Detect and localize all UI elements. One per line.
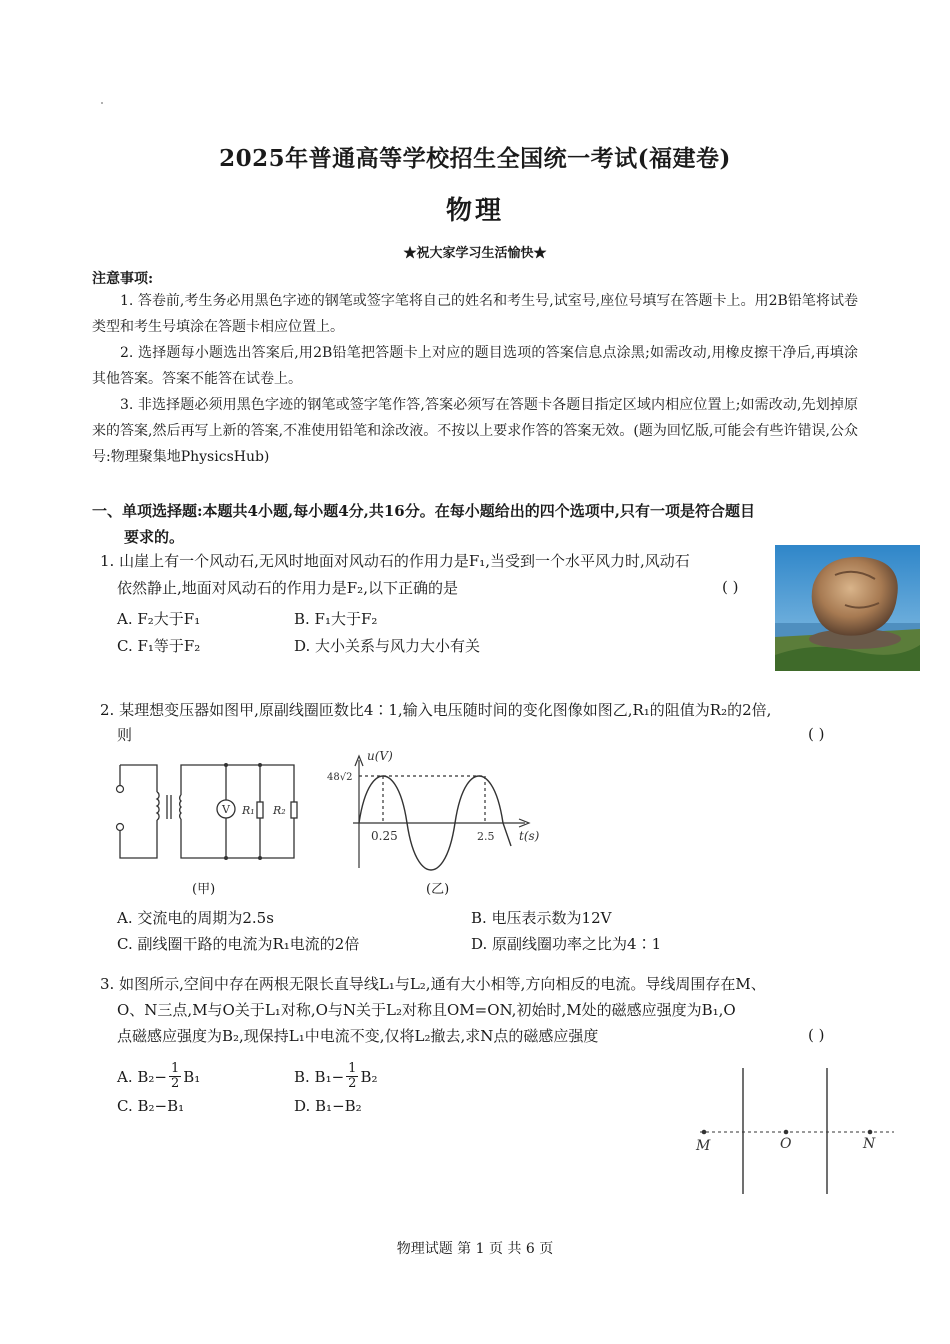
wind-rock-photo	[775, 545, 920, 671]
subject-title: 物理	[445, 196, 504, 226]
q3-option-c: C. B₂−B₁	[117, 1097, 185, 1115]
notice-item-2: 2. 选择题每小题选出答案后,用2B铅笔把答题卡上对应的题目选项的答案信息点涂黑;如需改动,用橡皮擦干净后,再填涂其他答案。答案不能答在试卷上。	[92, 345, 858, 387]
q3-line3: 点磁感应强度为B₂,现保持L₁中电流不变,仅将L₂撤去,求N点的磁感应强度	[117, 1027, 599, 1045]
voltmeter-label: V	[222, 803, 230, 816]
q2-option-c: C. 副线圈干路的电流为R₁电流的2倍	[117, 935, 360, 953]
q1-option-d: D. 大小关系与风力大小有关	[294, 637, 481, 655]
fraction-half	[169, 1062, 181, 1091]
section-heading-line1: 一、单项选择题:本题共4小题,每小题4分,共16分。在每小题给出的四个选项中,只有一项是符合题目	[92, 502, 755, 520]
fraction-half	[346, 1062, 358, 1091]
q3-line1: 3. 如图所示,空间中存在两根无限长直导线L₁与L₂,通有大小相等,方向相反的电流。导线周围存在M、	[100, 975, 766, 993]
exam-title: 2025年普通高等学校招生全国统一考试(福建卷)	[219, 145, 731, 172]
graph-ylabel: u(V)	[367, 749, 393, 763]
q1-option-c: C. F₁等于F₂	[117, 637, 201, 655]
fraction-denominator: 2	[348, 1076, 357, 1091]
q2-option-a: A. 交流电的周期为2.5s	[117, 909, 274, 927]
q3-option-d: D. B₁−B₂	[294, 1097, 362, 1115]
label-o: O	[780, 1136, 792, 1152]
q3-answer-paren: ( )	[808, 1026, 825, 1044]
point-n	[868, 1130, 873, 1135]
voltage-graph-figure	[325, 748, 545, 873]
q3-option-b-suffix: B₂	[360, 1067, 378, 1086]
q1-option-a: A. F₂大于F₁	[117, 610, 201, 628]
q2-option-d: D. 原副线圈功率之比为4∶1	[471, 935, 662, 953]
section-heading-line2: 要求的。	[124, 528, 185, 546]
q3-option-a	[117, 1062, 200, 1091]
graph-peak-label: 48√2	[327, 772, 353, 783]
q2-answer-paren: ( )	[808, 725, 825, 743]
notice-item-1: 1. 答卷前,考生务必用黑色字迹的钢笔或签字笔将自己的姓名和考生号,试室号,座位号填写在答题卡上。用2B铅笔将试卷类型和考生号填涂在答题卡相应位置上。	[92, 293, 858, 335]
graph-tick-1: 0.25	[371, 829, 398, 843]
q3-option-a-prefix: A. B₂−	[117, 1067, 167, 1086]
point-o	[784, 1130, 789, 1135]
transformer-circuit-figure	[112, 755, 302, 870]
q3-option-a-suffix: B₁	[183, 1067, 201, 1086]
q3-option-b	[294, 1062, 378, 1091]
notice-item-3: 3. 非选择题必须用黑色字迹的钢笔或签字笔作答,答案必须写在答题卡各题目指定区域内相应位置上;如需改动,先划掉原来的答案,然后再写上新的答案,不准使用铅笔和涂改液。不按以上要求作答的答案无效。(题为回忆版,可能会有些许错误,公众号:物理聚集地PhysicsHub)	[92, 397, 858, 465]
motto: ★祝大家学习生活愉快★	[403, 246, 547, 261]
notice-heading: 注意事项:	[92, 271, 154, 287]
r1-label: R₁	[242, 804, 255, 817]
label-n: N	[863, 1136, 876, 1152]
q3-line2: O、N三点,M与O关于L₁对称,O与N关于L₂对称且OM=ON,初始时,M处的磁感应强度为B₁,O	[117, 1001, 736, 1019]
r2-label: R₂	[273, 804, 286, 817]
scan-dot	[101, 102, 103, 104]
section-heading	[92, 498, 862, 550]
graph-xlabel: t(s)	[519, 829, 540, 843]
graph-tick-2: 2.5	[477, 830, 495, 843]
q1-option-b: B. F₁大于F₂	[294, 610, 378, 628]
fraction-numerator: 1	[170, 1061, 180, 1076]
point-m	[702, 1130, 707, 1135]
page-footer: 物理试题 第 1 页 共 6 页	[396, 1241, 554, 1257]
fig-b-caption: (乙)	[426, 882, 450, 897]
label-m: M	[696, 1138, 711, 1154]
q1-answer-paren: ( )	[722, 578, 739, 596]
q2-option-b: B. 电压表示数为12V	[471, 909, 612, 927]
q1-line2: 依然静止,地面对风动石的作用力是F₂,以下正确的是	[117, 579, 458, 597]
wires-figure	[688, 1066, 900, 1196]
fraction-numerator: 1	[348, 1061, 357, 1076]
q1-line1: 1. 山崖上有一个风动石,无风时地面对风动石的作用力是F₁,当受到一个水平风力时,风动石	[100, 552, 690, 570]
fig-a-caption: (甲)	[192, 882, 216, 897]
fraction-denominator: 2	[170, 1076, 180, 1091]
q2-line2: 则	[117, 726, 133, 744]
q2-line1: 2. 某理想变压器如图甲,原副线圈匝数比4∶1,输入电压随时间的变化图像如图乙,R₁的阻值为R₂的2倍,	[100, 701, 772, 719]
q3-option-b-prefix: B. B₁−	[294, 1067, 345, 1086]
